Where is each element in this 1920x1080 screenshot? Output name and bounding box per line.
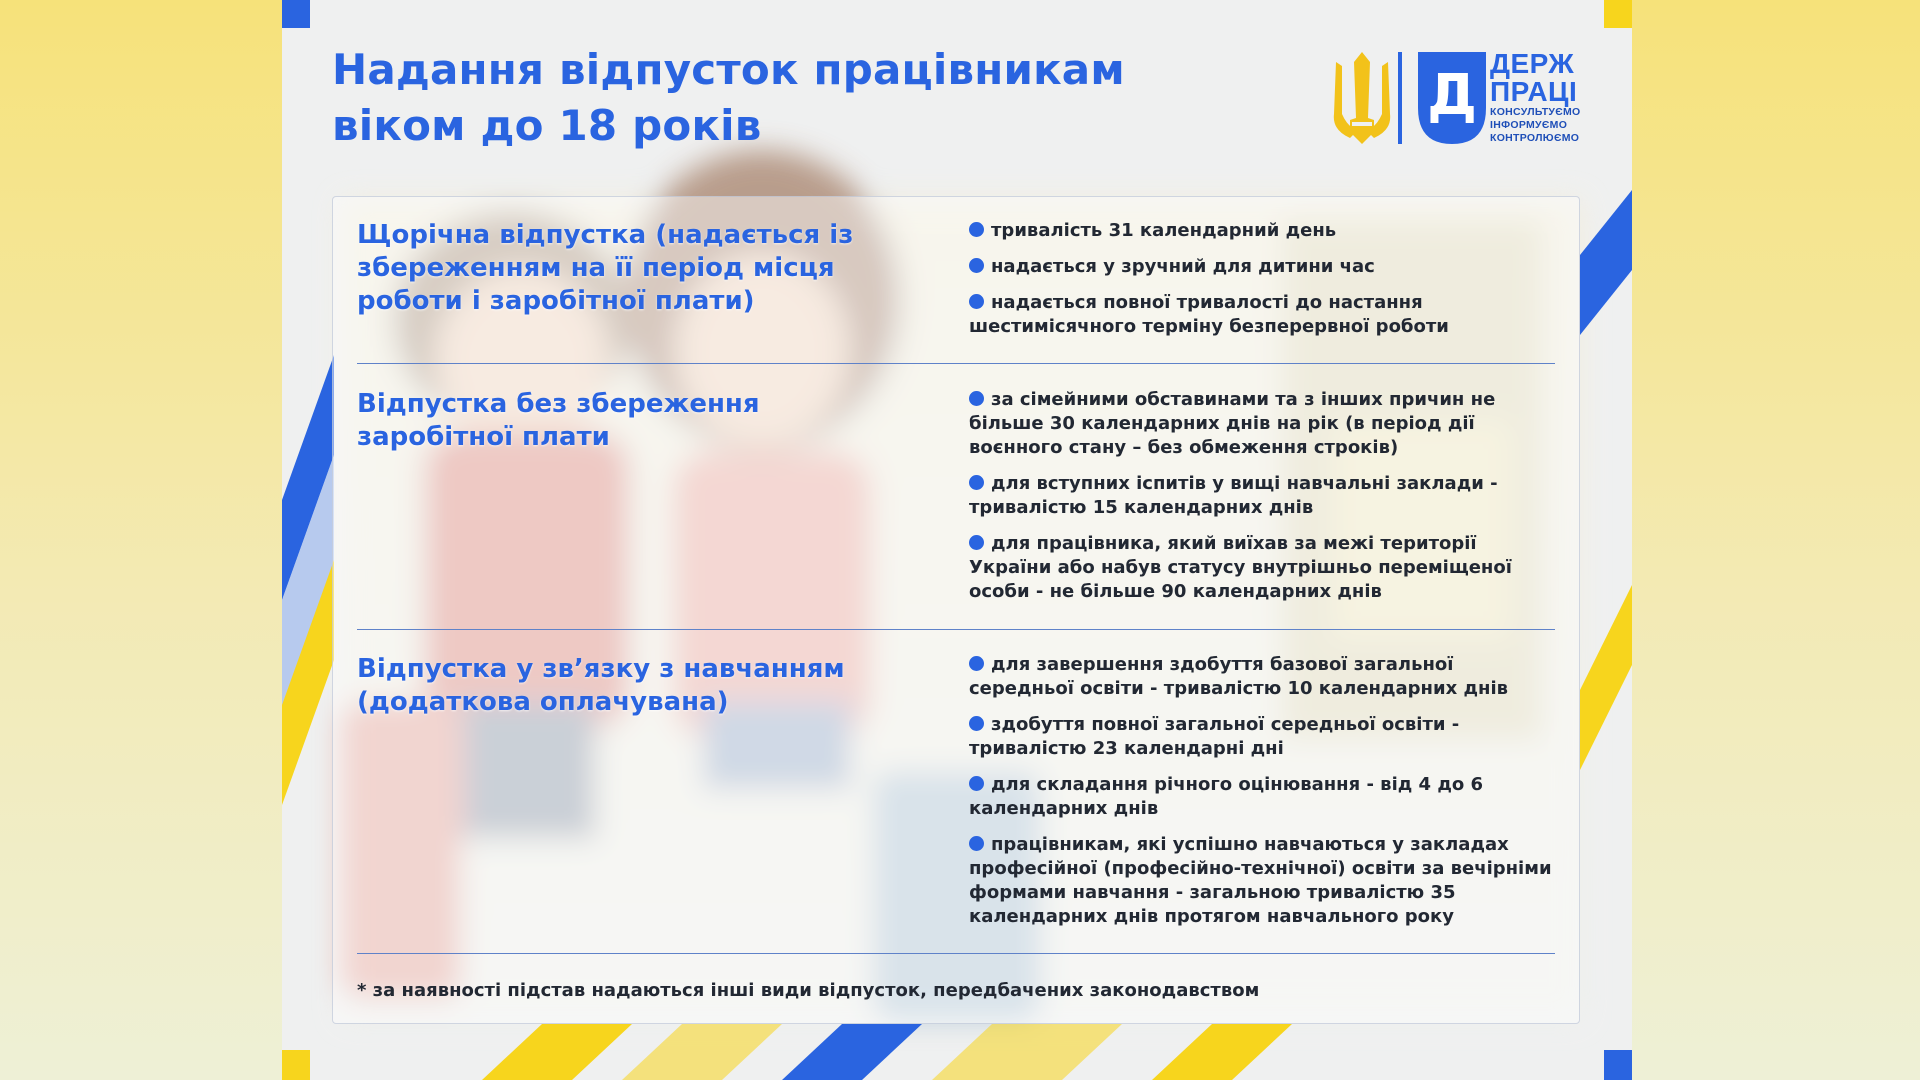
poster [282,0,1632,1080]
list-item: надається повної тривалості до настання шестимісячного терміну безперервної роботи [969,292,1449,337]
bullet-icon [969,222,984,237]
bullet-icon [969,258,984,273]
bullet-icon [969,535,984,550]
list-item: надається у зручний для дитини час [969,255,1555,279]
list-item: тривалість 31 календарний день [969,219,1555,243]
section-divider [357,363,1555,364]
page-title [332,42,1125,154]
logo-motto-control: КОНТРОЛЮЄМО [1490,132,1580,144]
section-title: Відпустка без збереження заробітної плати [357,389,760,452]
bullet-icon [969,475,984,490]
derzhpratsi-d-shield-icon [1418,52,1486,144]
logo-word-derzh: ДЕРЖ [1490,48,1575,79]
section-list [969,653,1555,941]
list-item: для складання річного оцінювання - від 4 до 6 календарних днів [969,774,1484,819]
list-item: за сімейними обставинами та з інших причин не більше 30 календарних днів на рік (в період дії воєнного стану – без обмеження строків) [969,389,1496,458]
bullet-icon [969,294,984,309]
footnote: * за наявності підстав надаються інші види відпусток, передбачених законодавством [357,980,1260,1001]
page-title-line2: віком до 18 років [332,101,762,150]
section-list [969,219,1555,351]
section-title: Відпустка у зв’язку з навчанням (додаткова оплачувана) [357,654,845,717]
info-panel [332,196,1580,1024]
section-divider [357,953,1555,954]
bullet-icon [969,656,984,671]
bullet-icon [969,716,984,731]
section-divider [357,629,1555,630]
logo-motto-consult: КОНСУЛЬТУЄМО [1490,106,1581,118]
page-title-line1: Надання відпусток працівникам [332,45,1125,94]
section-title: Щорічна відпустка (надається із збереженням на її період місця роботи і заробітної плати) [357,220,854,316]
list-item: працівникам, які успішно навчаються у закладах професійної (професійно-технічної) освіти за вечірніми формами навчання - загальною тривалістю 35 календарних днів протягом навчального року [969,834,1552,927]
list-item: для вступних іспитів у вищі навчальні заклади - тривалістю 15 календарних днів [969,473,1498,518]
list-item: здобуття повної загальної середньої освіти - тривалістю 23 календарні дні [969,714,1460,759]
list-item: для завершення здобуття базової загальної середньої освіти - тривалістю 10 календарних днів [969,654,1508,699]
logo-word-pratsi: ПРАЦІ [1490,76,1578,107]
bullet-icon [969,776,984,791]
logo-motto-inform: ІНФОРМУЄМО [1490,119,1568,131]
svg-text:Д: Д [1427,63,1477,128]
logo-text [1490,50,1610,145]
trident-icon [1334,52,1390,144]
bullet-icon [969,391,984,406]
list-item: для працівника, який виїхав за межі території України або набув статусу внутрішньо переміщеної особи - не більше 90 календарних днів [969,533,1512,602]
section-list [969,388,1555,616]
bullet-icon [969,836,984,851]
